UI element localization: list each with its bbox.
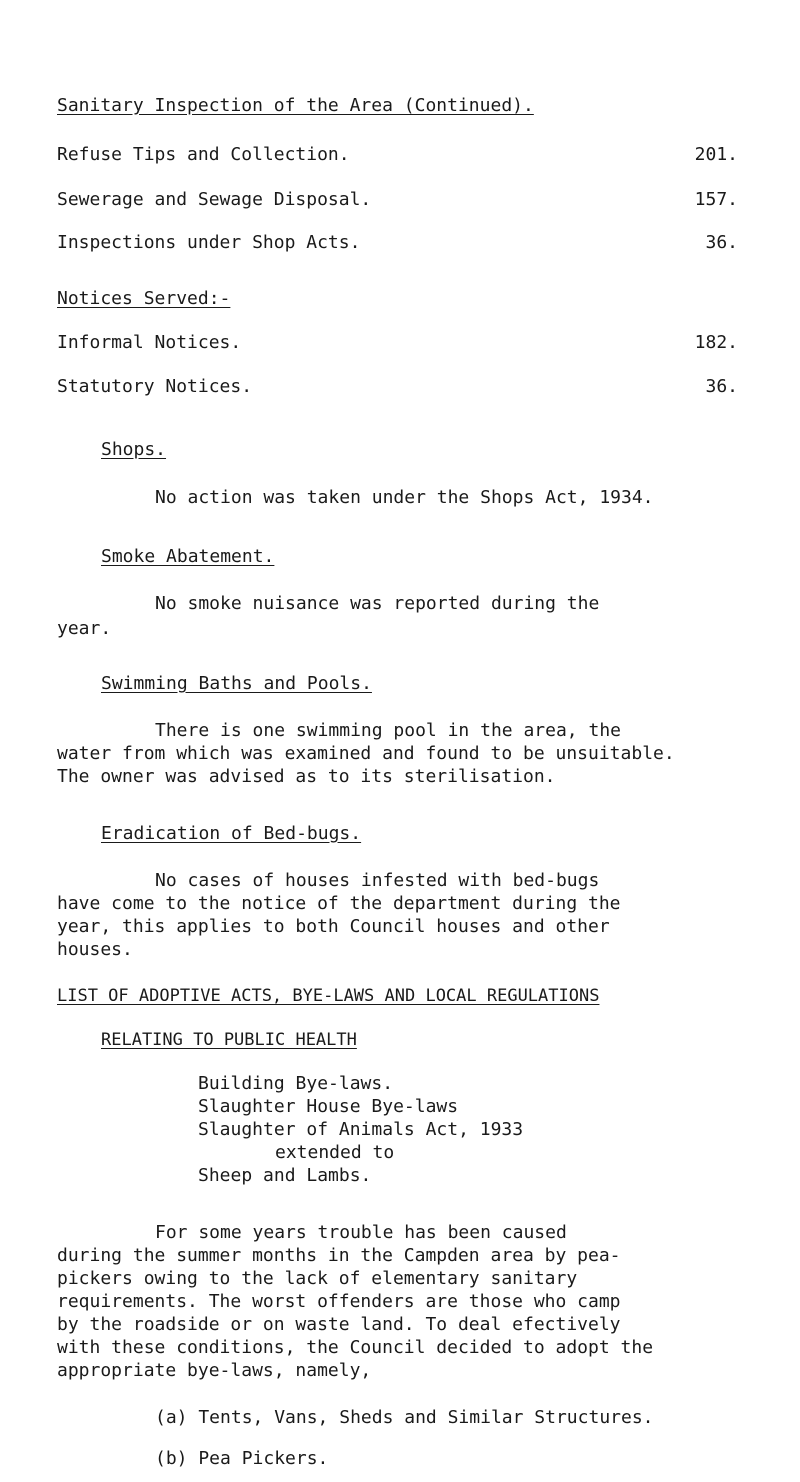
swimming-line-3: The owner was advised as to its sterilisation. xyxy=(57,766,556,787)
bedbugs-heading: Eradication of Bed-bugs. xyxy=(101,823,362,844)
notices-heading: Notices Served:- xyxy=(57,288,231,309)
list-heading-line-1: LIST OF ADOPTIVE ACTS, BYE-LAWS AND LOCAL REGULATIONS xyxy=(57,986,600,1006)
byelaw-item: Slaughter of Animals Act, 1933 xyxy=(198,1119,524,1140)
notice-value-statutory: 36. xyxy=(705,376,738,397)
pea-pickers-line-2: during the summer months in the Campden area by pea- xyxy=(57,1245,621,1266)
byelaw-item: extended to xyxy=(275,1142,395,1163)
swimming-line-2: water from which was examined and found to be unsuitable. xyxy=(57,743,675,764)
bedbugs-line-1: No cases of houses infested with bed-bugs xyxy=(155,870,600,891)
shops-heading: Shops. xyxy=(101,439,167,460)
pea-pickers-line-7: appropriate bye-laws, namely, xyxy=(57,1360,372,1381)
list-heading-line-2: RELATING TO PUBLIC HEALTH xyxy=(101,1030,357,1050)
pea-pickers-line-1: For some years trouble has been caused xyxy=(155,1222,567,1243)
section-heading: Sanitary Inspection of the Area (Continued). xyxy=(57,95,534,116)
byelaw-item: Building Bye-laws. xyxy=(198,1073,394,1094)
pea-pickers-line-4: requirements. The worst offenders are those who camp xyxy=(57,1291,621,1312)
pea-pickers-line-3: pickers owing to the lack of elementary sanitary xyxy=(57,1268,578,1289)
swimming-heading: Swimming Baths and Pools. xyxy=(101,673,372,694)
notice-value-informal: 182. xyxy=(694,332,738,353)
inspection-label-sewerage: Sewerage and Sewage Disposal. xyxy=(57,189,372,210)
bedbugs-line-4: houses. xyxy=(57,939,133,960)
smoke-line-2: year. xyxy=(57,618,112,639)
bedbugs-line-3: year, this applies to both Council houses and other xyxy=(57,916,610,937)
smoke-line-1: No smoke nuisance was reported during the xyxy=(155,593,600,614)
item-b: (b) Pea Pickers. xyxy=(155,1448,329,1469)
byelaw-item: Slaughter House Bye-laws xyxy=(198,1096,459,1117)
swimming-line-1: There is one swimming pool in the area, the xyxy=(155,720,621,741)
inspection-value-shop-acts: 36. xyxy=(705,232,738,253)
byelaw-item: Sheep and Lambs. xyxy=(198,1165,372,1186)
smoke-heading: Smoke Abatement. xyxy=(101,546,275,567)
pea-pickers-line-5: by the roadside or on waste land. To deal efectively xyxy=(57,1314,621,1335)
shops-text: No action was taken under the Shops Act, 1934. xyxy=(155,487,654,508)
notice-label-statutory: Statutory Notices. xyxy=(57,376,253,397)
inspection-label-shop-acts: Inspections under Shop Acts. xyxy=(57,232,361,253)
item-a: (a) Tents, Vans, Sheds and Similar Structures. xyxy=(155,1407,654,1428)
inspection-label-refuse: Refuse Tips and Collection. xyxy=(57,144,350,165)
inspection-value-refuse: 201. xyxy=(694,144,738,165)
notice-label-informal: Informal Notices. xyxy=(57,332,242,353)
pea-pickers-line-6: with these conditions, the Council decided to adopt the xyxy=(57,1337,654,1358)
bedbugs-line-2: have come to the notice of the department during the xyxy=(57,893,621,914)
inspection-value-sewerage: 157. xyxy=(694,189,738,210)
